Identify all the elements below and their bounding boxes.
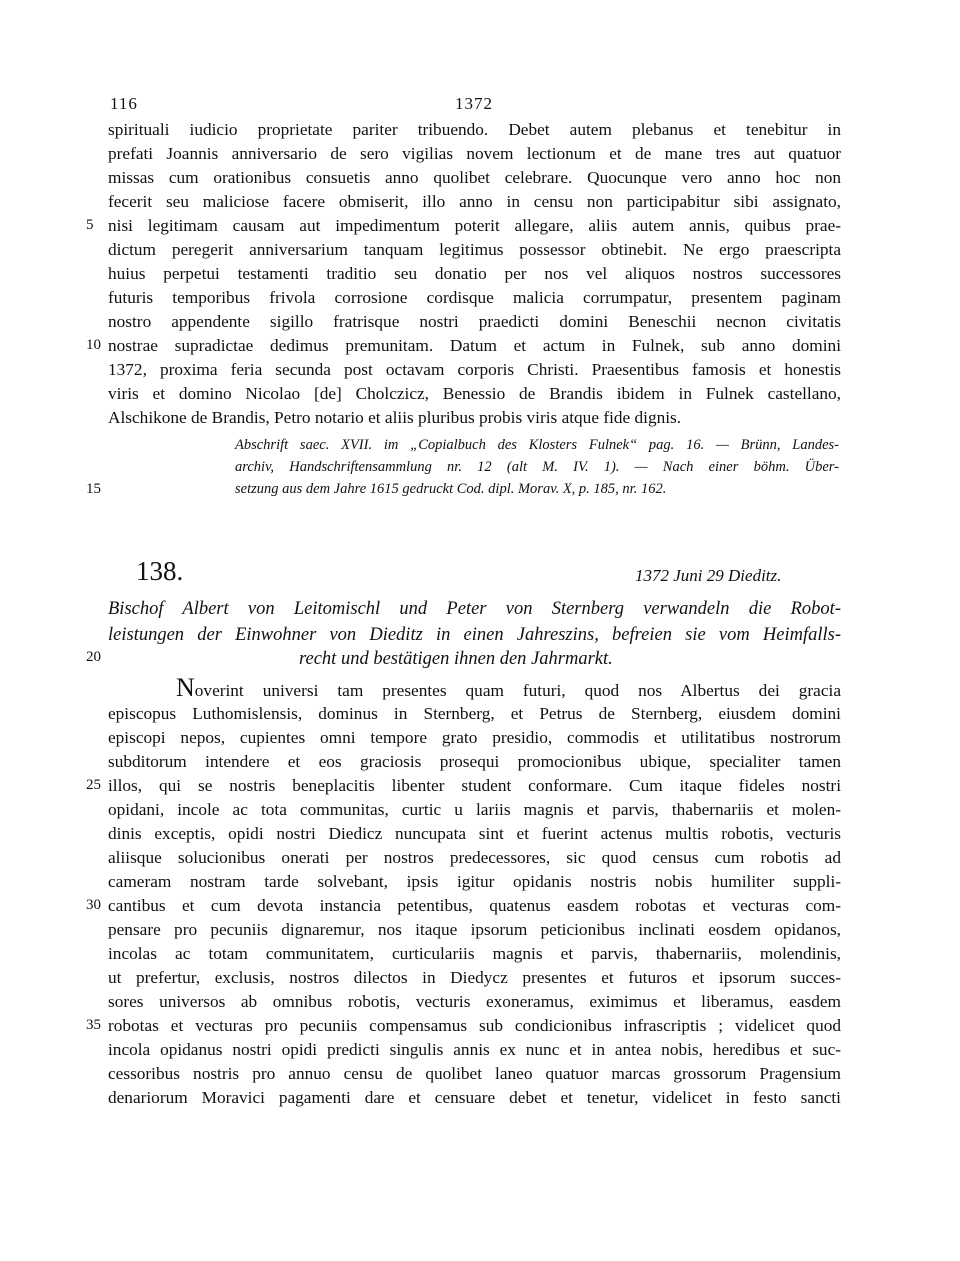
text-line: nostrae supradictae dedimus premunitam. Datum et actum in Fulnek, sub anno domini	[108, 336, 841, 355]
running-head-year: 1372	[455, 94, 493, 113]
first-line-text: overint universi tam presentes quam futuri, quod nos Albertus dei gracia	[194, 681, 841, 700]
text-line: prefati Joannis anniversario de sero vigilias novem lectionum et de mane tres aut quatuor	[108, 144, 841, 163]
text-line: robotas et vecturas pro pecuniis compensamus sub condicionibus infrascriptis ; videlicet quod	[108, 1016, 841, 1035]
text-line: cantibus et cum devota instancia petentibus, quatenus easdem robotas et vecturas com-	[108, 896, 841, 915]
line-number: 20	[86, 649, 101, 665]
text-line: Alschikone de Brandis, Petro notario et aliis pluribus probis viris atque fide dignis.	[108, 408, 682, 427]
text-line: pensare pro pecuniis dignaremur, nos itaque ipsorum peticionibus inclinati eosdem opidanos,	[108, 920, 841, 939]
text-line: futuris temporibus frivola corrosione cordisque malicia corrumpatur, presentem paginam	[108, 288, 841, 307]
text-line: dinis exceptis, opidi nostri Diedicz nuncupata sint et fuerint actenus multis robotis, vecturis	[108, 824, 841, 843]
text-line: incolas ac totam communitatem, curticulariis magnis et parvis, thabernariis, molendinis,	[108, 944, 841, 963]
line-number: 15	[86, 481, 101, 497]
text-line: dictum peregerit anniversarium tanquam legitimus possessor obtinebit. Ne ergo praescripta	[108, 240, 841, 259]
text-line: cameram nostram tarde solvebant, ipsis igitur opidanis nostris nobis humiliter suppli-	[108, 872, 841, 891]
text-line: spirituali iudicio proprietate pariter tribuendo. Debet autem plebanus et tenebitur in	[108, 120, 841, 139]
text-line: denariorum Moravici pagamenti dare et censuare debet et tenetur, videlicet in festo sancti	[108, 1088, 841, 1107]
source-note-line: Abschrift saec. XVII. im „Copialbuch des Klosters Fulnek“ pag. 16. — Brünn, Landes-	[235, 437, 839, 453]
line-number: 35	[86, 1017, 101, 1033]
line-number: 25	[86, 777, 101, 793]
text-line: missas cum orationibus consuetis anno quolibet celebrare. Quocunque vero anno hoc non	[108, 168, 841, 187]
page-number: 116	[110, 94, 138, 113]
text-line: cessoribus nostris pro annuo censu de quolibet laneo quatuor marcas grossorum Pragensium	[108, 1064, 841, 1083]
regest-line: leistungen der Einwohner von Dieditz in einen Jahreszins, befreien sie vom Heimfalls-	[108, 625, 841, 645]
text-line: fecerit seu maliciose facere obmiserit, illo anno in censu non participabitur sibi assignato,	[108, 192, 841, 211]
initial-letter: N	[176, 673, 195, 702]
text-line: huius perpetui testamenti traditio seu donatio per nos vel aliquos nostros successores	[108, 264, 841, 283]
line-number: 5	[86, 217, 94, 233]
text-line: episcopi nepos, cupientes omni tempore grato presidio, commodis et utilitatibus nostrorum	[108, 728, 841, 747]
document-date-place: 1372 Juni 29 Dieditz.	[635, 566, 782, 585]
regest-line: Bischof Albert von Leitomischl und Peter von Sternberg verwandeln die Robot-	[108, 599, 841, 619]
text-line: subditorum intendere et eos graciosis prosequi promocionibus ubique, specialiter tamen	[108, 752, 841, 771]
line-number: 10	[86, 337, 101, 353]
source-note-line: setzung aus dem Jahre 1615 gedruckt Cod. dipl. Morav. X, p. 185, nr. 162.	[235, 481, 667, 497]
text-line	[176, 673, 841, 703]
regest-line: recht und bestätigen ihnen den Jahrmarkt.	[299, 649, 613, 669]
text-line: ut prefertur, exclusis, nostros dilectos in Diedycz presentes et futuros et ipsorum succes-	[108, 968, 841, 987]
text-line: nisi legitimam causam aut impedimentum poterit allegare, aliis autem annis, quibus prae-	[108, 216, 841, 235]
line-number: 30	[86, 897, 101, 913]
text-line: sores universos ab omnibus robotis, vecturis exoneramus, eximimus et liberamus, easdem	[108, 992, 841, 1011]
text-line: illos, qui se nostris beneplacitis libenter student conformare. Cum itaque fideles nostri	[108, 776, 841, 795]
document-number: 138.	[136, 556, 184, 586]
text-line: 1372, proxima feria secunda post octavam corporis Christi. Praesentibus famosis et honestis	[108, 360, 841, 379]
text-line: viris et domino Nicolao [de] Cholczicz, Benessio de Brandis ibidem in Fulnek castellano,	[108, 384, 841, 403]
source-note-line: archiv, Handschriftensammlung nr. 12 (alt M. IV. 1). — Nach einer böhm. Über-	[235, 459, 839, 475]
text-line: aliisque solucionibus onerati per nostros predecessores, sic quod census cum robotis ad	[108, 848, 841, 867]
text-line: nostro appendente sigillo fratrisque nostri praedicti domini Beneschii necnon civitatis	[108, 312, 841, 331]
text-line: incola opidanus nostri opidi predicti singulis annis ex nunc et in antea nobis, heredibus et suc-	[108, 1040, 841, 1059]
text-line: episcopus Luthomislensis, dominus in Sternberg, et Petrus de Sternberg, eiusdem domini	[108, 704, 841, 723]
text-line: opidani, incole ac tota communitas, curtic u lariis magnis et parvis, thabernariis et molen-	[108, 800, 841, 819]
